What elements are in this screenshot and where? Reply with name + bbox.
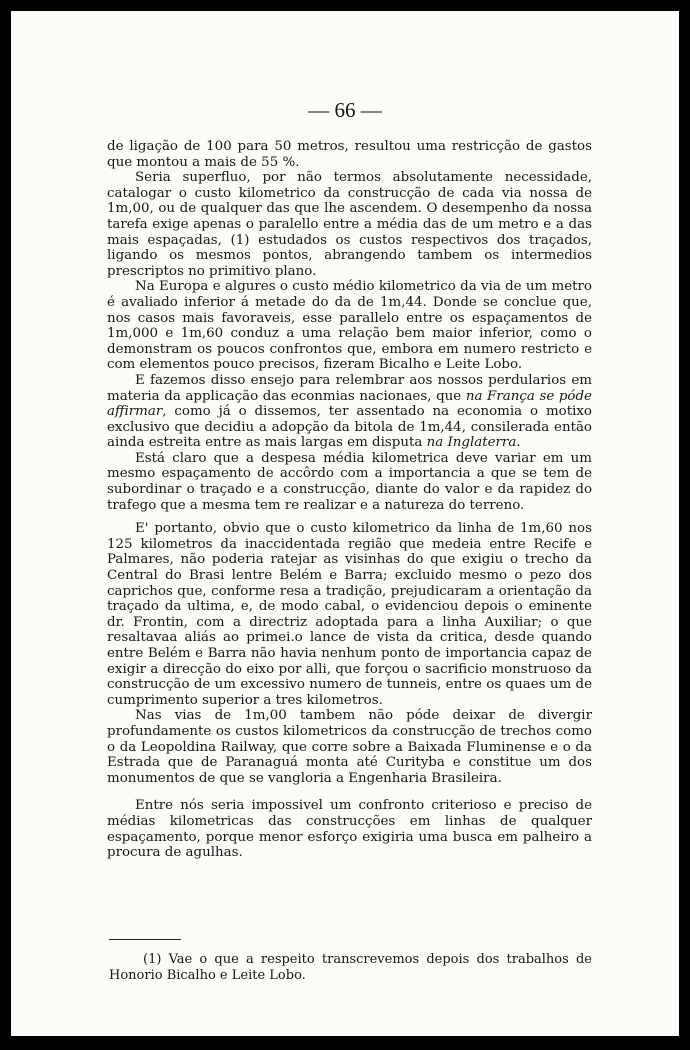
paragraph-text: Está claro que a despesa média kilometrica deve variar em um mesmo espaçamento de accôrdo com a importancia a que se tem de subordinar o traçado e a construcção, diante do valor e da rapidez do trafego que a mesma tem re realizar e a natureza do terreno.	[107, 450, 592, 513]
paragraph-text: Nas vias de 1m,00 tambem não póde deixar de divergir profundamente os custos kilometricos da construcção de trechos como o da Leopoldina Railway, que corre sobre a Baixada Fluminense e o da Estrada que de Paranaguá monta até Curityba e constitue um dos monumentos de que se vangloria a Engenharia Brasileira.	[107, 708, 592, 786]
paragraph	[107, 373, 592, 451]
body-text	[107, 139, 592, 861]
paragraph	[107, 170, 592, 279]
paragraph	[107, 279, 592, 373]
paragraph-text: de ligação de 100 para 50 metros, resultou uma restricção de gastos que montou a mais de 55 %.	[107, 139, 592, 170]
italic-phrase: na Inglaterra	[426, 435, 517, 451]
paragraph	[107, 798, 592, 860]
paragraph	[107, 139, 592, 170]
paragraph-text: .	[516, 435, 521, 451]
paragraph-text: E fazemos disso ensejo para relembrar aos nossos perdularios em materia da applicação das econmias nacionaes, que	[107, 372, 592, 404]
footnote	[109, 952, 592, 983]
italic-phrase: na França se póde affirmar	[107, 388, 592, 420]
paragraph-text: E' portanto, obvio que o custo kilometrico da linha de 1m,60 nos 125 kilometros da inaccidentada região que medeia entre Recife e Palmares, não poderia ratejar as visinhas do que exigiu o trecho da Central do Brasi lentre Belém e Barra; excluido mesmo o pezo dos caprichos que, conforme resa a tradição, prejudicaram a orientação da traçado da ultima, e, de modo cabal, o evidenciou depois o eminente dr. Frontin, com a directriz adoptada para a linha Auxiliar; o que resaltavaa aliás ao primei.o lance de vista da critica, desde quando entre Belém e Barra não havia nenhum ponto de importancia capaz de exigir a direcção do eixo por alli, que forçou o sacrificio monstruoso da construcção de um excessivo numero de tunneis, entre os quaes um de cumprimento superior a tres kilometros.	[107, 521, 592, 708]
footnote-rule	[109, 939, 181, 940]
paragraph	[107, 451, 592, 513]
page-number: — 66 —	[308, 98, 382, 122]
paragraph	[107, 521, 592, 708]
document-page	[11, 11, 679, 1036]
footnote-text: (1) Vae o que a respeito transcrevemos depois dos trabalhos de Honorio Bicalho e Leite Lobo.	[109, 952, 592, 983]
paragraph-text: Seria superfluo, por não termos absolutamente necessidade, catalogar o custo kilometrico da construcção de cada via nossa de 1m,00, ou de qualquer das que lhe ascendem. O desempenho da nossa tarefa exige apenas o paralello entre a média das de um metro e a das mais espaçadas, (1) estudados os custos respectivos dos traçados, ligando os mesmos pontos, abrangendo tambem os intermedios prescriptos no primitivo plano.	[107, 170, 592, 279]
paragraph-text: Na Europa e algures o custo médio kilometrico da via de um metro é avaliado inferior á metade do da de 1m,44. Donde se conclue que, nos casos mais favoraveis, esse parallelo entre os espaçamentos de 1m,000 e 1m,60 conduz a uma relação bem maior inferior, como o demonstram os poucos confrontos que, embora em numero restricto e com elementos pouco precisos, fizeram Bicalho e Leite Lobo.	[107, 279, 592, 373]
paragraph-text: , como já o dissemos, ter assentado na economia o motixo exclusivo que decidiu a adopção da bitola de 1m,44, consilerada então ainda estreita entre as mais largas em disputa	[107, 404, 592, 451]
paragraph	[107, 708, 592, 786]
paragraph-text: Entre nós seria impossivel um confronto criterioso e preciso de médias kilometricas das construcções em linhas de qualquer espaçamento, porque menor esforço exigiria uma busca em palheiro a procura de agulhas.	[107, 798, 592, 861]
